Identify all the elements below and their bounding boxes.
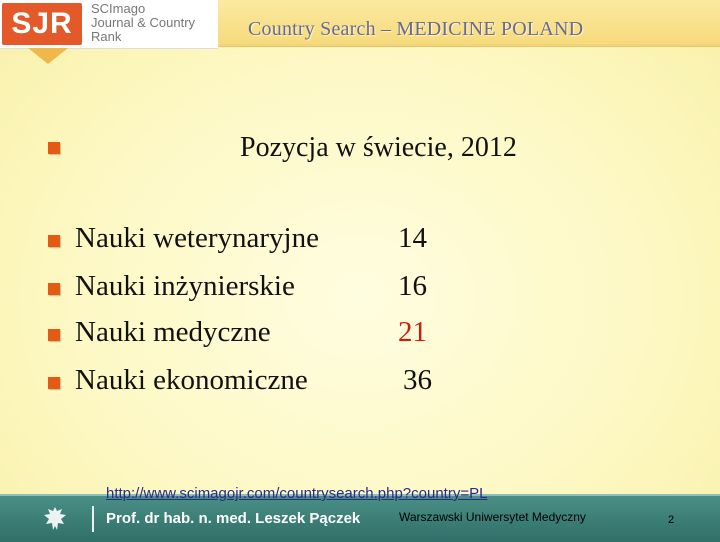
ranking-label: Nauki ekonomiczne [75, 364, 308, 396]
sjr-logo-text [91, 2, 217, 44]
ranking-value: 36 [403, 364, 432, 396]
bullet-square-icon [48, 235, 60, 247]
header-underline [220, 44, 720, 46]
source-link[interactable]: http://www.scimagojr.com/countrysearch.php?country=PL [106, 485, 488, 502]
sjr-logo-brand: SJR [11, 7, 73, 40]
logo-line-2: Journal & Country [91, 15, 196, 30]
ranking-label: Nauki inżynierskie [75, 270, 295, 302]
bullet-square-icon [48, 329, 60, 341]
bullet-square-icon [48, 377, 60, 389]
footer-separator [92, 506, 94, 532]
slide-subtitle: Pozycja w świecie, 2012 [240, 132, 517, 163]
ranking-value-highlighted: 21 [398, 316, 427, 348]
ranking-value: 14 [398, 222, 427, 254]
bullet-square-icon [48, 283, 60, 295]
footer-author: Prof. dr hab. n. med. Leszek Pączek [106, 510, 361, 527]
eagle-emblem-icon [40, 504, 70, 534]
sjr-logo[interactable] [0, 0, 218, 49]
footer-university: Warszawski Uniwersytet Medyczny [399, 510, 586, 524]
page-number: 2 [668, 514, 675, 526]
ranking-value: 16 [398, 270, 427, 302]
logo-line-3: Rank [91, 29, 122, 44]
bullet-square-icon [48, 142, 60, 154]
logo-line-1: SCImago [91, 1, 146, 16]
sjr-logo-box [2, 3, 82, 45]
ranking-label: Nauki medyczne [75, 316, 271, 348]
logo-pointer-icon [28, 48, 68, 64]
page-title: Country Search – MEDICINE POLAND [248, 18, 584, 40]
ranking-label: Nauki weterynaryjne [75, 222, 319, 254]
